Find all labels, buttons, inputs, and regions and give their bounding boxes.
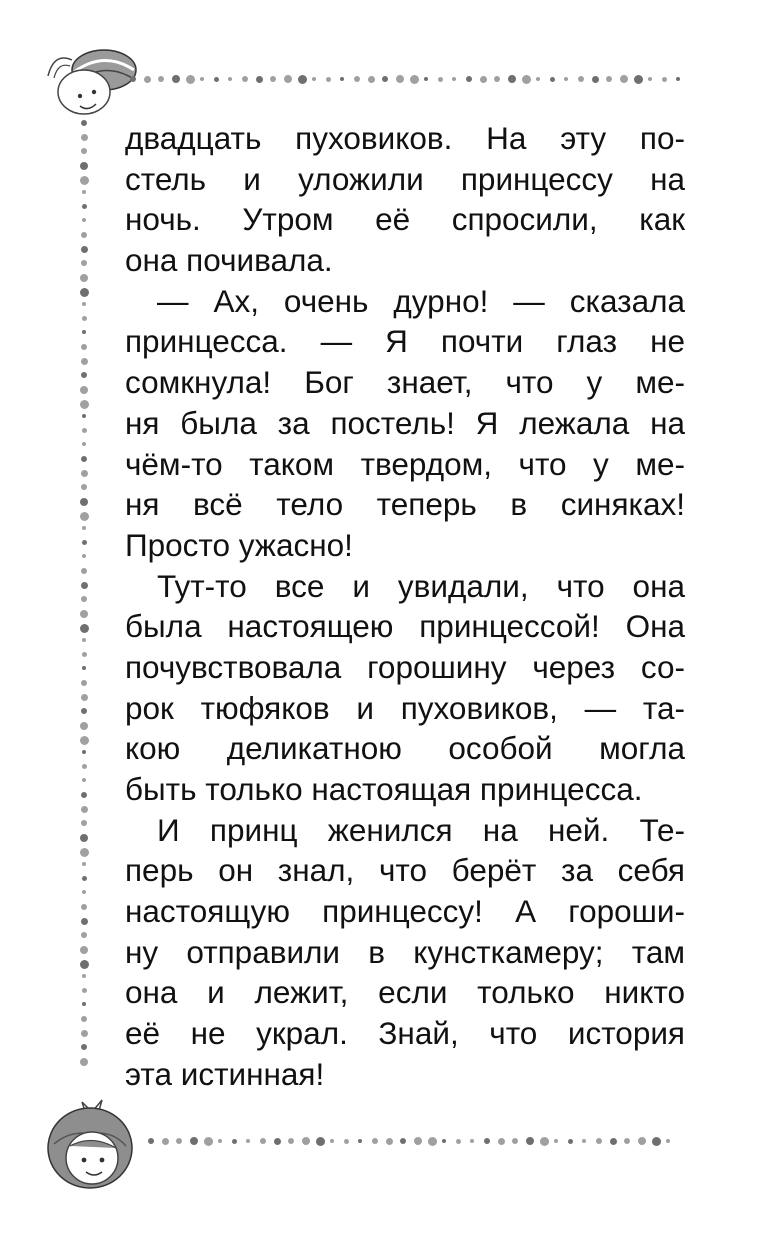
decorative-dot [82, 540, 87, 545]
decorative-dot [508, 75, 516, 83]
decorative-dot [130, 76, 136, 82]
story-text [125, 118, 685, 1095]
decorative-dot [82, 204, 87, 209]
decorative-dot [620, 75, 628, 83]
text-line: И принц женился на ней. Те- [157, 811, 685, 848]
decorative-dot [470, 1139, 474, 1143]
decorative-dot [190, 1137, 198, 1145]
decorative-dot [480, 76, 487, 83]
decorative-dot [522, 75, 531, 84]
decorative-dot [372, 1138, 378, 1144]
decorative-dot [424, 77, 428, 81]
text-line: её не украл. Знай, что история [125, 1015, 685, 1052]
decorative-dot [354, 76, 360, 82]
text-line: перь он знал, что берёт за себя [125, 852, 685, 889]
decorative-dot [80, 736, 89, 745]
decorative-dot [256, 76, 263, 83]
decorative-dot [592, 76, 599, 83]
decorative-dot [82, 764, 87, 769]
decorative-dot [498, 1138, 505, 1145]
decorative-dot [80, 274, 88, 282]
decorative-dot [82, 974, 86, 978]
decorative-dot [82, 316, 87, 321]
decorative-dot [81, 932, 87, 938]
decorative-dot [564, 77, 568, 81]
decorative-dot [80, 1058, 88, 1066]
decorative-dot [81, 1044, 87, 1050]
decorative-dot [82, 442, 86, 446]
decorative-dot [80, 512, 89, 521]
decorative-dot [228, 77, 232, 81]
decorative-dot [162, 1138, 169, 1145]
decorative-dot [81, 806, 88, 813]
decorative-dot [80, 162, 88, 170]
decorative-dot [81, 582, 88, 589]
text-line: ня всё тело теперь в синяках! [125, 486, 685, 523]
decorative-dot [82, 666, 86, 670]
decorative-dot [82, 302, 86, 306]
decorative-dot [652, 1137, 661, 1146]
decorative-dot [410, 75, 419, 84]
decorative-dot [634, 75, 643, 84]
decorative-dot [81, 470, 88, 477]
text-line: ну отправили в кунсткамеру; там [125, 933, 685, 970]
decorative-dot [438, 77, 443, 82]
decorative-dot [368, 76, 375, 83]
text-line: Тут-то все и увидали, что она [157, 567, 685, 604]
decorative-dot [82, 988, 87, 993]
text-line: Просто ужасно! [125, 526, 353, 563]
text-line: чём-то таком твердом, что у ме- [125, 445, 685, 482]
decorative-dot [80, 176, 89, 185]
decorative-dot [81, 372, 87, 378]
decorative-dot [582, 1139, 586, 1143]
decorative-dot [344, 1139, 349, 1144]
decorative-dot [512, 1138, 518, 1144]
decorative-dot [596, 1138, 602, 1144]
text-line: стель и уложили принцессу на [125, 160, 685, 197]
decorative-dot [82, 218, 86, 222]
decorative-dot [200, 77, 204, 81]
decorative-dot [81, 134, 88, 141]
decorative-dot [82, 876, 87, 881]
decorative-dot [81, 918, 88, 925]
decorative-dot [81, 232, 87, 238]
girl-face-bottom-icon [40, 1090, 140, 1194]
dotted-border-bottom [148, 1134, 688, 1148]
decorative-dot [610, 1138, 617, 1145]
decorative-dot [442, 1139, 446, 1143]
decorative-dot [80, 834, 88, 842]
decorative-dot [578, 76, 584, 82]
decorative-dot [81, 708, 87, 714]
text-line: эта истинная! [125, 1055, 325, 1092]
decorative-dot [260, 1138, 266, 1144]
decorative-dot [80, 624, 89, 633]
decorative-dot [82, 190, 86, 194]
text-line: ночь. Утром её спросили, как [125, 201, 685, 238]
text-line: она почивала. [125, 242, 333, 279]
decorative-dot [82, 526, 86, 530]
decorative-dot [624, 1138, 630, 1144]
decorative-dot [606, 76, 612, 82]
decorative-dot [82, 428, 87, 433]
decorative-dot [666, 1139, 670, 1143]
decorative-dot [214, 77, 219, 82]
text-line: кою деликатною особой могла [125, 730, 685, 767]
decorative-dot [82, 778, 86, 782]
decorative-dot [494, 76, 500, 82]
text-line: ня была за постель! Я лежала на [125, 404, 685, 441]
decorative-dot [284, 75, 292, 83]
decorative-dot [676, 77, 680, 81]
decorative-dot [81, 820, 87, 826]
decorative-dot [82, 750, 86, 754]
decorative-dot [536, 77, 540, 81]
decorative-dot [80, 722, 88, 730]
decorative-dot [80, 848, 89, 857]
decorative-dot [172, 75, 180, 83]
decorative-dot [246, 1139, 250, 1143]
decorative-dot [550, 77, 555, 82]
decorative-dot [340, 77, 344, 81]
decorative-dot [81, 246, 88, 253]
decorative-dot [80, 386, 88, 394]
decorative-dot [80, 960, 89, 969]
text-line: почувствовала горошину через со- [125, 648, 685, 685]
decorative-dot [396, 75, 404, 83]
decorative-dot [82, 330, 86, 334]
decorative-dot [452, 77, 456, 81]
text-line: двадцать пуховиков. На эту по- [125, 120, 685, 156]
decorative-dot [358, 1139, 362, 1143]
decorative-dot [80, 946, 88, 954]
text-line: — Ах, очень дурно! — сказала [157, 282, 685, 319]
decorative-dot [648, 77, 652, 81]
decorative-dot [80, 610, 88, 618]
text-line: быть только настоящая принцесса. [125, 771, 643, 807]
decorative-dot [638, 1137, 646, 1145]
decorative-dot [82, 554, 86, 558]
decorative-dot [81, 484, 87, 490]
text-line: она и лежит, если только никто [125, 974, 685, 1011]
decorative-dot [148, 1138, 154, 1144]
decorative-dot [456, 1139, 461, 1144]
decorative-dot [288, 1138, 294, 1144]
decorative-dot [82, 652, 87, 657]
decorative-dot [82, 890, 86, 894]
decorative-dot [81, 358, 88, 365]
decorative-dot [158, 76, 164, 82]
decorative-dot [568, 1139, 573, 1144]
dotted-border-top [130, 72, 690, 86]
text-line: была настоящею принцессой! Она [125, 608, 685, 645]
decorative-dot [80, 498, 88, 506]
decorative-dot [526, 1137, 534, 1145]
decorative-dot [484, 1138, 490, 1144]
text-line: рок тюфяков и пуховиков, — та- [125, 689, 685, 726]
decorative-dot [326, 77, 331, 82]
decorative-dot [81, 694, 88, 701]
decorative-dot [80, 288, 89, 297]
decorative-dot [554, 1139, 558, 1143]
decorative-dot [81, 120, 87, 126]
decorative-dot [466, 76, 472, 82]
decorative-dot [274, 1138, 281, 1145]
decorative-dot [414, 1137, 422, 1145]
decorative-dot [82, 1002, 86, 1006]
decorative-dot [204, 1137, 213, 1146]
decorative-dot [302, 1137, 310, 1145]
decorative-dot [242, 76, 248, 82]
text-line: настоящую принцессу! А гороши- [125, 893, 685, 930]
decorative-dot [81, 344, 87, 350]
decorative-dot [316, 1137, 325, 1146]
decorative-dot [186, 75, 195, 84]
decorative-dot [218, 1139, 222, 1143]
decorative-dot [81, 568, 87, 574]
decorative-dot [81, 596, 87, 602]
decorative-dot [176, 1138, 182, 1144]
decorative-dot [82, 414, 86, 418]
decorative-dot [81, 148, 87, 154]
decorative-dot [330, 1139, 334, 1143]
decorative-dot [382, 76, 388, 82]
decorative-dot [81, 792, 87, 798]
decorative-dot [81, 904, 87, 910]
decorative-dot [80, 400, 89, 409]
text-line: сомкнула! Бог знает, что у ме- [125, 364, 685, 401]
decorative-dot [82, 638, 86, 642]
decorative-dot [386, 1138, 393, 1145]
dotted-border-left [76, 120, 92, 1080]
decorative-dot [144, 76, 151, 83]
decorative-dot [82, 862, 86, 866]
decorative-dot [400, 1138, 406, 1144]
decorative-dot [81, 456, 87, 462]
decorative-dot [81, 680, 87, 686]
decorative-dot [662, 77, 667, 82]
decorative-dot [81, 260, 87, 266]
text-line: принцесса. — Я почти глаз не [125, 323, 685, 360]
decorative-dot [81, 1016, 87, 1022]
decorative-dot [312, 77, 316, 81]
girl-face-top-icon [44, 42, 140, 124]
decorative-dot [298, 75, 307, 84]
decorative-dot [270, 76, 276, 82]
decorative-dot [540, 1137, 549, 1146]
decorative-dot [232, 1139, 237, 1144]
decorative-dot [428, 1137, 437, 1146]
decorative-dot [81, 1030, 88, 1037]
